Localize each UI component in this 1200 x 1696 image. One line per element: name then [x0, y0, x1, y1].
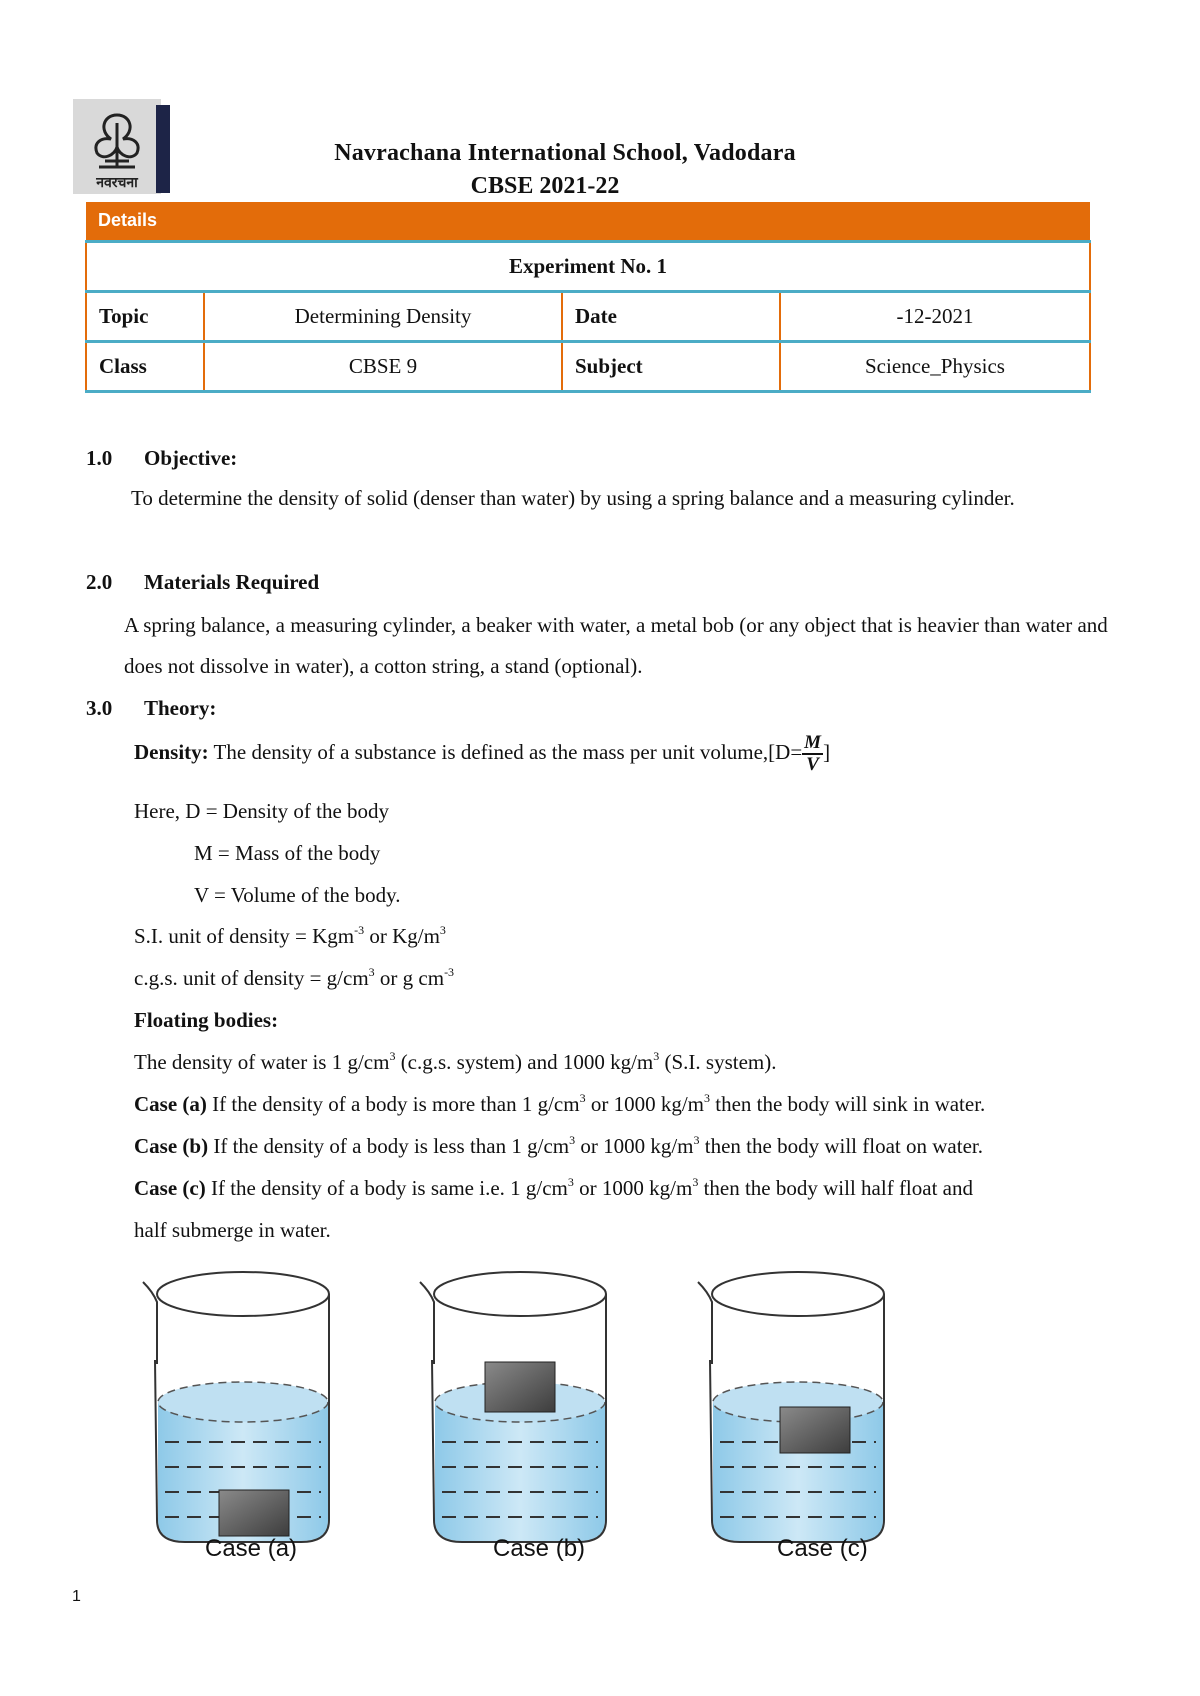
case-a-text — [134, 1092, 985, 1117]
objective-text: To determine the density of solid (denser than water) by using a spring balance and a measuring cylinder. — [131, 486, 1015, 510]
details-header: Details — [98, 210, 158, 231]
superscript: 3 — [567, 1175, 574, 1189]
superscript: 3 — [569, 1133, 576, 1147]
cgs-unit — [134, 966, 454, 991]
beaker-case-a — [143, 1272, 329, 1542]
density-definition — [134, 733, 830, 775]
svg-text:नवरचना: नवरचना — [96, 175, 138, 191]
class-value: CBSE 9 — [204, 341, 562, 391]
case-b-part: If the density of a body is less than 1 g/cm — [208, 1134, 570, 1158]
def-d: Here, D = Density of the body — [134, 799, 390, 823]
case-a-part: or 1000 kg/m — [585, 1092, 704, 1116]
experiment-row — [86, 241, 1090, 291]
si-unit — [134, 924, 446, 949]
water-text: The density of water is 1 g/cm — [134, 1050, 390, 1074]
beaker-case-c — [698, 1272, 884, 1542]
beaker-case-b — [420, 1272, 606, 1542]
theory-heading — [86, 696, 216, 721]
experiment-number: Experiment No. 1 — [86, 241, 1090, 291]
superscript: 3 — [692, 1175, 699, 1189]
class-row — [86, 341, 1090, 391]
section-number: 3.0 — [86, 696, 113, 720]
case-b-text — [134, 1134, 983, 1159]
density-close: ] — [823, 739, 831, 764]
case-a-part: then the body will sink in water. — [710, 1092, 986, 1116]
section-title: Theory: — [144, 696, 217, 720]
case-b-part: or 1000 kg/m — [575, 1134, 694, 1158]
page-number: 1 — [72, 1588, 81, 1605]
superscript: -3 — [444, 965, 455, 979]
subject-label: Subject — [562, 341, 780, 391]
details-table — [85, 202, 1091, 393]
case-b-part: then the body will float on water. — [699, 1134, 983, 1158]
topic-row — [86, 291, 1090, 341]
case-c-part: If the density of a body is same i.e. 1 g/cm — [205, 1176, 568, 1200]
superscript: 3 — [653, 1049, 660, 1063]
water-text-3: (S.I. system). — [659, 1050, 777, 1074]
floating-bodies-title: Floating bodies: — [134, 1008, 279, 1032]
fraction-numerator: M — [804, 732, 822, 753]
cgs-unit-text: c.g.s. unit of density = g/cm — [134, 966, 369, 990]
details-header-row — [86, 202, 1090, 241]
si-unit-text-2: or Kg/m — [364, 924, 440, 948]
figure-label-case-a: Case (a) — [205, 1535, 298, 1562]
density-text: The density of a substance is defined as the mass per unit volume,[D= — [208, 739, 803, 764]
materials-text: A spring balance, a measuring cylinder, a beaker with water, a metal bob (or any object that is heavier than water and does not dissolve in water), a cotton string, a stand (optional). — [124, 613, 1108, 678]
case-a-part: If the density of a body is more than 1 g/cm — [206, 1092, 580, 1116]
case-c-text — [134, 1176, 973, 1201]
superscript: 3 — [439, 923, 446, 937]
case-c-part: or 1000 kg/m — [573, 1176, 693, 1200]
case-a-label: Case (a) — [134, 1092, 207, 1116]
density-fraction — [802, 733, 823, 775]
topic-value: Determining Density — [204, 291, 562, 341]
case-b-label: Case (b) — [134, 1134, 209, 1158]
figure-label-case-b: Case (b) — [493, 1535, 586, 1562]
school-name: Navrachana International School, Vadodara — [334, 140, 796, 166]
section-number: 2.0 — [86, 570, 113, 594]
superscript: 3 — [579, 1091, 586, 1105]
topic-label: Topic — [86, 291, 204, 341]
class-label: Class — [86, 341, 204, 391]
case-c-continued: half submerge in water. — [134, 1218, 331, 1242]
si-unit-text: S.I. unit of density = Kgm — [134, 924, 355, 948]
section-title: Objective: — [144, 446, 238, 470]
cgs-unit-text-2: or g cm — [374, 966, 445, 990]
beakers-illustration — [133, 1252, 961, 1582]
superscript: -3 — [354, 923, 365, 937]
section-number: 1.0 — [86, 446, 113, 470]
session-title: CBSE 2021-22 — [470, 173, 620, 199]
beakers-figure — [133, 1252, 961, 1582]
density-label: Density: — [134, 739, 209, 764]
superscript: 3 — [389, 1049, 396, 1063]
case-c-label: Case (c) — [134, 1176, 206, 1200]
fraction-denominator: V — [806, 754, 819, 775]
superscript: 3 — [693, 1133, 700, 1147]
superscript: 3 — [704, 1091, 710, 1105]
subject-value: Science_Physics — [780, 341, 1090, 391]
date-label: Date — [562, 291, 780, 341]
materials-heading — [86, 570, 319, 595]
superscript: 3 — [368, 965, 375, 979]
objective-heading — [86, 446, 237, 471]
water-density — [134, 1050, 777, 1075]
def-v: V = Volume of the body. — [194, 883, 401, 907]
figure-label-case-c: Case (c) — [777, 1535, 868, 1562]
water-text-2: (c.g.s. system) and 1000 kg/m — [395, 1050, 654, 1074]
date-value: -12-2021 — [780, 291, 1090, 341]
def-m: M = Mass of the body — [194, 841, 381, 865]
section-title: Materials Required — [144, 570, 320, 594]
case-c-part: then the body will half float and — [698, 1176, 973, 1200]
